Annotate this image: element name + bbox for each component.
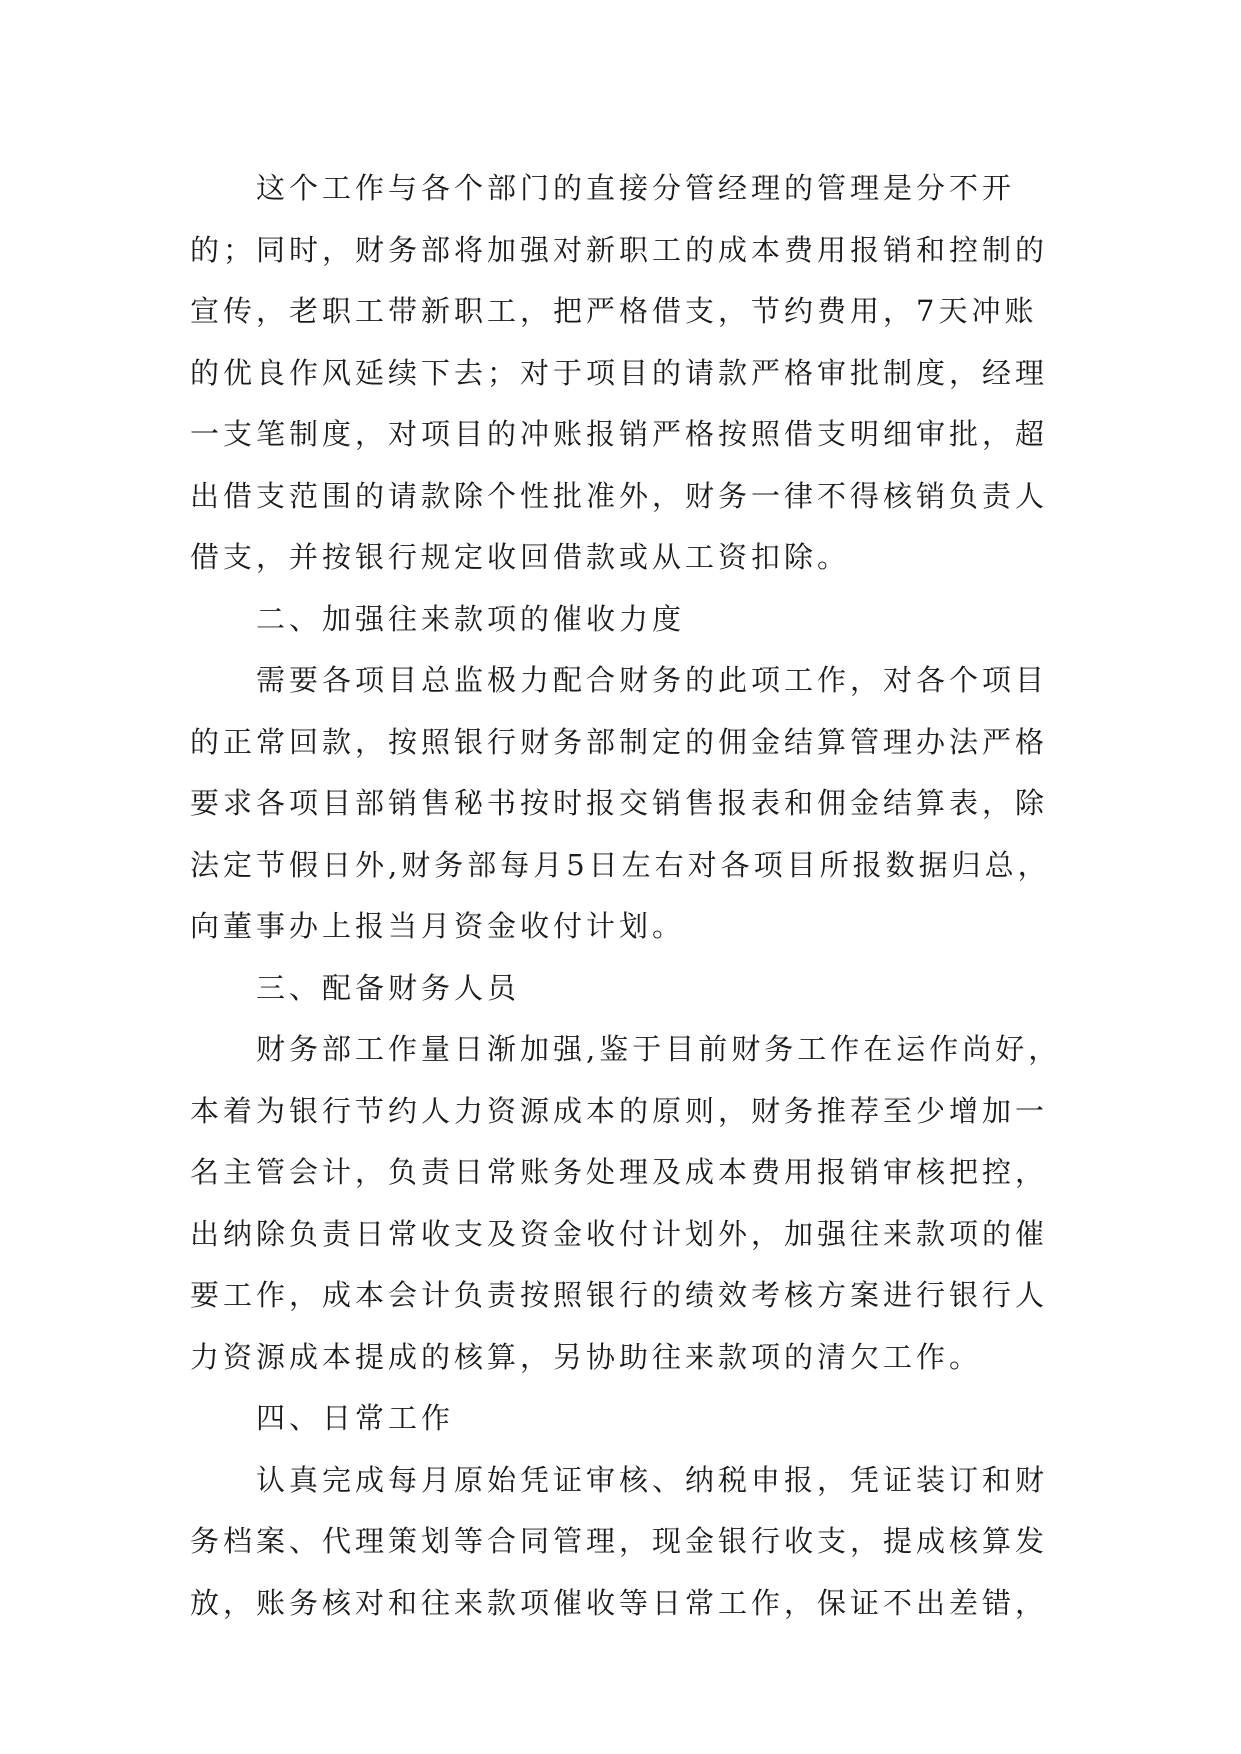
- text-line: 本着为银行节约人力资源成本的原则，财务推荐至少增加一: [190, 1093, 1049, 1128]
- text-line: 出借支范围的请款除个性批准外，财务一律不得核销负责人: [190, 478, 1049, 513]
- text-line: 名主管会计，负责日常账务处理及成本费用报销审核把控，: [190, 1155, 1049, 1189]
- text-line: 宣传，老职工带新职工，把严格借支，节约费用，7天冲账: [190, 294, 1038, 328]
- text-line: 的正常回款，按照银行财务部制定的佣金结算管理办法严格: [190, 724, 1049, 759]
- text-line: 借支，并按银行规定收回借款或从工资扣除。: [190, 540, 851, 574]
- text-line: 财务部工作量日渐加强,鉴于目前财务工作在运作尚好，: [256, 1032, 1062, 1066]
- text-line: 要求各项目部销售秘书按时报交销售报表和佣金结算表，除: [190, 786, 1049, 820]
- text-line: 认真完成每月原始凭证审核、纳税申报，凭证装订和财: [256, 1462, 1049, 1497]
- document-body: [190, 158, 1070, 1634]
- text-line: 务档案、代理策划等合同管理，现金银行收支，提成核算发: [190, 1524, 1049, 1558]
- section-heading: 四、日常工作: [256, 1401, 455, 1435]
- text-line: 的；同时，财务部将加强对新职工的成本费用报销和控制的: [190, 232, 1049, 267]
- text-line: 一支笔制度，对项目的冲账报销严格按照借支明细审批，超: [190, 417, 1049, 451]
- text-line: 的优良作风延续下去；对于项目的请款严格审批制度，经理: [190, 355, 1049, 390]
- section-heading: 二、加强往来款项的催收力度: [256, 601, 686, 636]
- text-line: 力资源成本提成的核算，另协助往来款项的清欠工作。: [190, 1339, 983, 1374]
- text-line: 出纳除负责日常收支及资金收付计划外，加强往来款项的催: [190, 1216, 1049, 1251]
- text-line: 要工作，成本会计负责按照银行的绩效考核方案进行银行人: [190, 1278, 1049, 1312]
- text-line: 这个工作与各个部门的直接分管经理的管理是分不开: [256, 171, 1016, 205]
- text-line: 向董事办上报当月资金收付计划。: [190, 909, 686, 943]
- text-line: 需要各项目总监极力配合财务的此项工作，对各个项目: [256, 663, 1049, 697]
- text-line: 放，账务核对和往来款项催收等日常工作，保证不出差错，: [190, 1585, 1049, 1620]
- text-line: 法定节假日外,财务部每月5日左右对各项目所报数据归总，: [190, 847, 1051, 882]
- section-heading: 三、配备财务人员: [256, 970, 521, 1005]
